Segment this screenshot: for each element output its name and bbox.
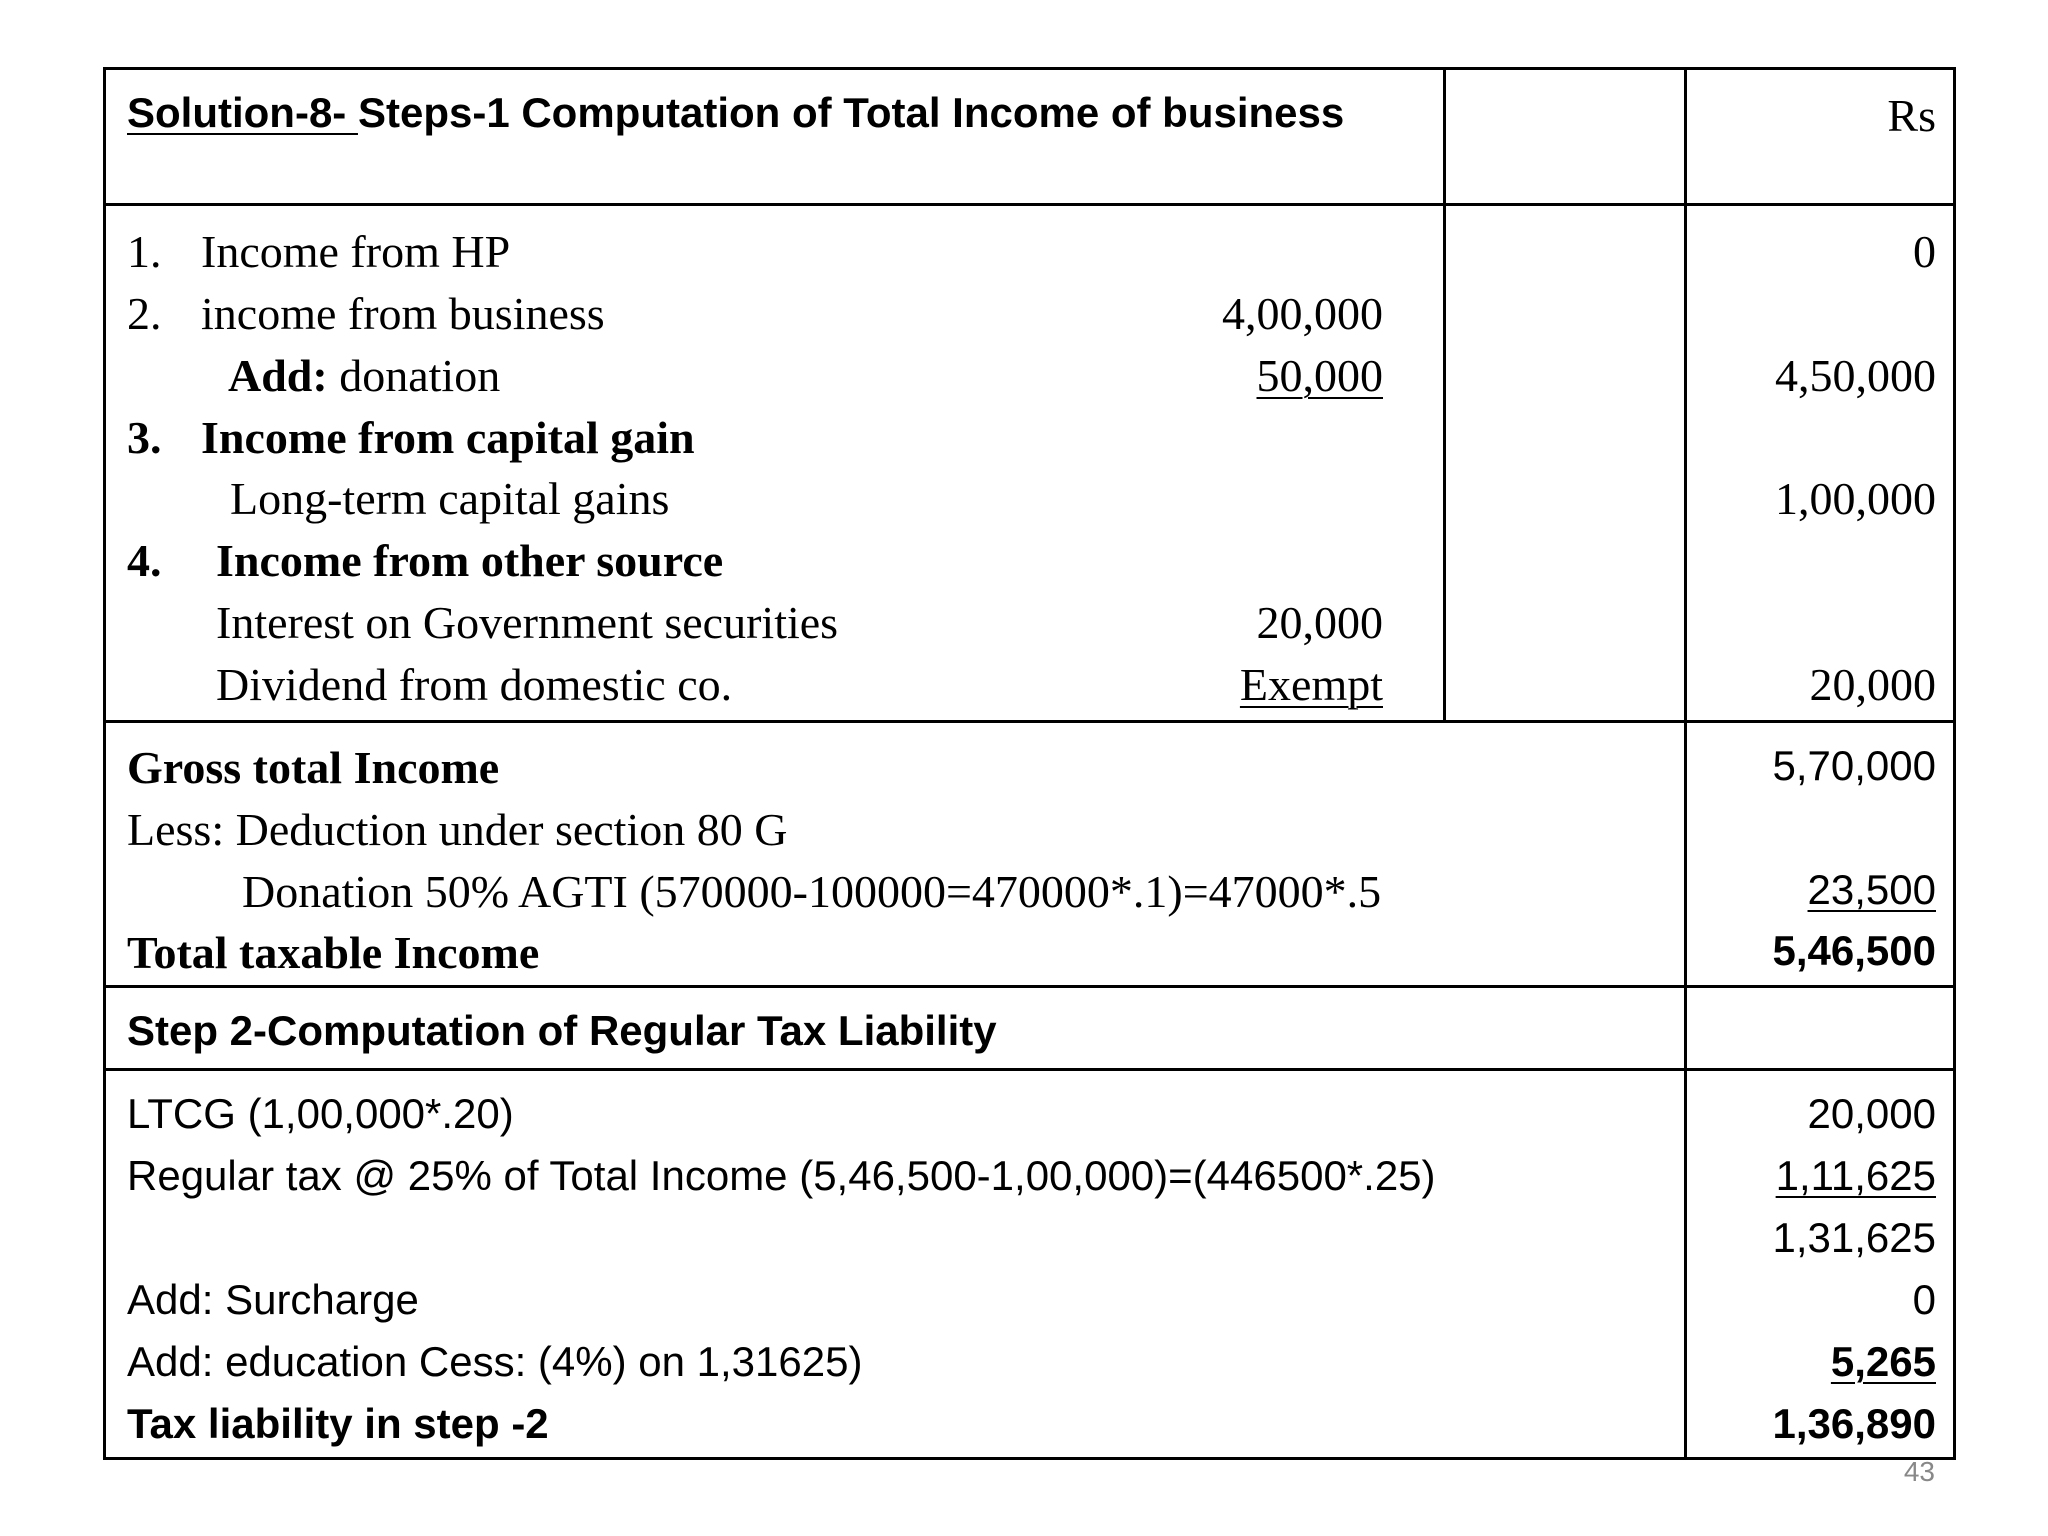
step2-header-row: [103, 985, 1956, 1071]
gti-amount: 5,70,000: [1772, 742, 1936, 789]
cess-label: Add: education Cess: (4%) on 1,31625): [127, 1338, 863, 1385]
gross-total-section: [103, 720, 1956, 988]
total-taxable-amount: 5,46,500: [1772, 927, 1936, 974]
column-divider: [1443, 206, 1446, 720]
surcharge-label: Add: Surcharge: [127, 1276, 419, 1323]
column-divider: [1684, 70, 1687, 203]
tax-liability-label: Tax liability in step -2: [127, 1400, 549, 1447]
ltcg-label: Long-term capital gains: [230, 473, 670, 524]
ltcg-tax-amount: 20,000: [1807, 1090, 1936, 1137]
interest-sub: 20,000: [1256, 597, 1383, 648]
income-hp-label: Income from HP: [201, 226, 511, 277]
step1-heading: Steps-1 Computation of Total Income of business: [357, 89, 1345, 136]
regular-tax-label: Regular tax @ 25% of Total Income (5,46,500-1,00,000)=(446500*.25): [127, 1152, 1436, 1199]
page-number: 43: [1903, 1456, 1935, 1487]
interest-label: Interest on Government securities: [216, 597, 839, 648]
column-divider: [1684, 206, 1687, 720]
ltcg-amount: 1,00,000: [1775, 473, 1936, 524]
column-divider: [1684, 1071, 1687, 1457]
step1-header-row: [103, 67, 1956, 206]
gti-label: Gross total Income: [127, 742, 500, 793]
cess-amount: 5,265: [1830, 1338, 1936, 1385]
tax-liability-amount: 1,36,890: [1772, 1400, 1936, 1447]
dividend-sub: Exempt: [1239, 659, 1383, 710]
solution-label: Solution-8-: [127, 89, 358, 136]
income-business-label: income from business: [201, 288, 605, 339]
capital-gain-heading: Income from capital gain: [201, 412, 695, 463]
deduction-label: Less: Deduction under section 80 G: [127, 804, 788, 855]
tax-liability-section: [103, 1068, 1956, 1460]
total-taxable-label: Total taxable Income: [127, 927, 540, 978]
income-hp-amount: 0: [1913, 226, 1936, 277]
step1-title: [127, 89, 1345, 136]
add-prefix: Add:: [228, 350, 328, 401]
column-divider: [1684, 988, 1687, 1068]
ltcg-tax-label: LTCG (1,00,000*.20): [127, 1090, 514, 1137]
deduction-amount: 23,500: [1807, 866, 1936, 913]
subtotal-amount: 1,31,625: [1772, 1214, 1936, 1261]
income-business-sub: 4,00,000: [1222, 288, 1383, 339]
row-number: 4.: [127, 535, 162, 586]
other-source-amount: 20,000: [1809, 659, 1936, 710]
add-donation-label: [228, 350, 501, 401]
donation-sub: 50,000: [1256, 350, 1383, 401]
surcharge-amount: 0: [1912, 1276, 1936, 1323]
row-number: 2.: [127, 288, 162, 339]
row-number: 1.: [127, 226, 162, 277]
dividend-label: Dividend from domestic co.: [216, 659, 733, 710]
other-source-heading: Income from other source: [216, 535, 724, 586]
row-number: 3.: [127, 412, 162, 463]
business-total-amount: 4,50,000: [1775, 350, 1936, 401]
regular-tax-amount: 1,11,625: [1775, 1152, 1936, 1199]
currency-header: Rs: [1887, 90, 1936, 141]
column-divider: [1684, 723, 1687, 985]
column-divider: [1443, 70, 1446, 203]
donation-text: donation: [327, 350, 501, 401]
income-heads-section: [103, 203, 1956, 723]
step2-title: Step 2-Computation of Regular Tax Liability: [127, 1007, 997, 1054]
donation-calc-label: Donation 50% AGTI (570000-100000=470000*.1)=47000*.5: [242, 866, 1382, 917]
